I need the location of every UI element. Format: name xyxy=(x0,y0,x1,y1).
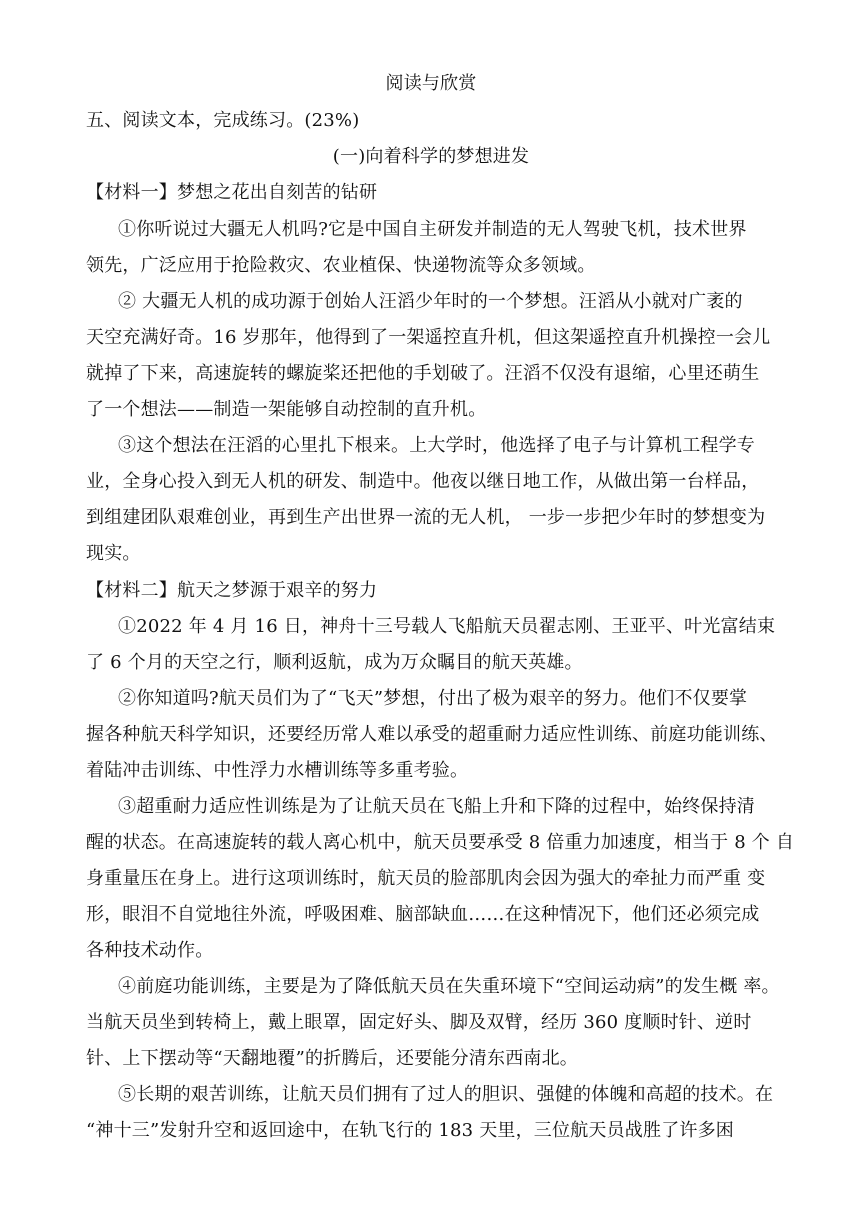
material2-line: 醒的状态。在高速旋转的载人离心机中，航天员要承受 8 倍重力加速度，相当于 8 个 自 xyxy=(86,832,795,853)
material2-heading: 【材料二】航天之梦源于艰辛的努力 xyxy=(86,580,378,601)
material2-line: 了 6 个月的天空之行，顺利返航，成为万众瞩目的航天英雄。 xyxy=(86,652,583,673)
material1-line: 天空充满好奇。16 岁那年，他得到了一架遥控直升机，但这架遥控直升机操控一会儿 xyxy=(86,327,771,348)
material1-line: 领先，广泛应用于抢险救灾、农业植保、快递物流等众多领域。 xyxy=(86,255,596,276)
material1-line: 现实。 xyxy=(86,543,141,564)
material2-line: 当航天员坐到转椅上，戴上眼罩，固定好头、脚及双臂，经历 360 度顺时针、逆时 xyxy=(86,1012,752,1033)
material1-line: 就掉了下来，高速旋转的螺旋桨还把他的手划破了。汪滔不仅没有退缩，心里还萌生 xyxy=(86,363,760,384)
material1-line: 业，全身心投入到无人机的研发、制造中。他夜以继日地工作，从做出第一台样品， xyxy=(86,471,760,492)
material1-line: ③这个想法在汪滔的心里扎下根来。上大学时，他选择了电子与计算机工程学专 xyxy=(118,435,755,456)
material2-line: “神十三”发射升空和返回途中，在轨飞行的 183 天里，三位航天员战胜了许多困 xyxy=(86,1120,735,1141)
material2-line: 身重量压在身上。进行这项训练时，航天员的脸部肌肉会因为强大的牵扯力而严重 变 xyxy=(86,868,766,889)
material2-line: 握各种航天科学知识，还要经历常人难以承受的超重耐力适应性训练、前庭功能训练、 xyxy=(86,724,778,745)
material1-line: 了一个想法——制造一架能够自动控制的直升机。 xyxy=(86,399,487,420)
material1-heading: 【材料一】梦想之花出自刻苦的钻研 xyxy=(86,182,378,203)
material2-line: ②你知道吗?航天员们为了“飞天”梦想，付出了极为艰辛的努力。他们不仅要掌 xyxy=(118,688,748,709)
section-title: 阅读与欣赏 xyxy=(385,73,477,94)
material1-line: ①你听说过大疆无人机吗?它是中国自主研发并制造的无人驾驶飞机，技术世界 xyxy=(118,219,747,240)
material2-line: 着陆冲击训练、中性浮力水槽训练等多重考验。 xyxy=(86,760,469,781)
material2-line: ①2022 年 4 月 16 日，神舟十三号载人飞船航天员翟志刚、王亚平、叶光富结束 xyxy=(118,616,776,637)
material1-line: 到组建团队艰难创业，再到生产出世界一流的无人机， 一步一步把少年时的梦想变为 xyxy=(86,507,766,528)
material2-line: 形，眼泪不自觉地往外流，呼吸困难、脑部缺血……在这种情况下，他们还必须完成 xyxy=(86,904,760,925)
material1-line: ② 大疆无人机的成功源于创始人汪滔少年时的一个梦想。汪滔从小就对广袤的 xyxy=(118,291,743,312)
passage-title: (一)向着科学的梦想进发 xyxy=(332,146,530,167)
material2-line: ④前庭功能训练，主要是为了降低航天员在失重环境下“空间运动病”的发生概 率。 xyxy=(118,976,780,997)
question-header: 五、阅读文本，完成练习。(23%) xyxy=(86,110,360,131)
material2-line: 针、上下摆动等“天翻地覆”的折腾后，还要能分清东西南北。 xyxy=(86,1048,579,1069)
material2-line: 各种技术动作。 xyxy=(86,940,214,961)
material2-line: ③超重耐力适应性训练是为了让航天员在飞船上升和下降的过程中，始终保持清 xyxy=(118,796,755,817)
material2-line: ⑤长期的艰苦训练，让航天员们拥有了过人的胆识、强健的体魄和高超的技术。在 xyxy=(118,1084,774,1105)
